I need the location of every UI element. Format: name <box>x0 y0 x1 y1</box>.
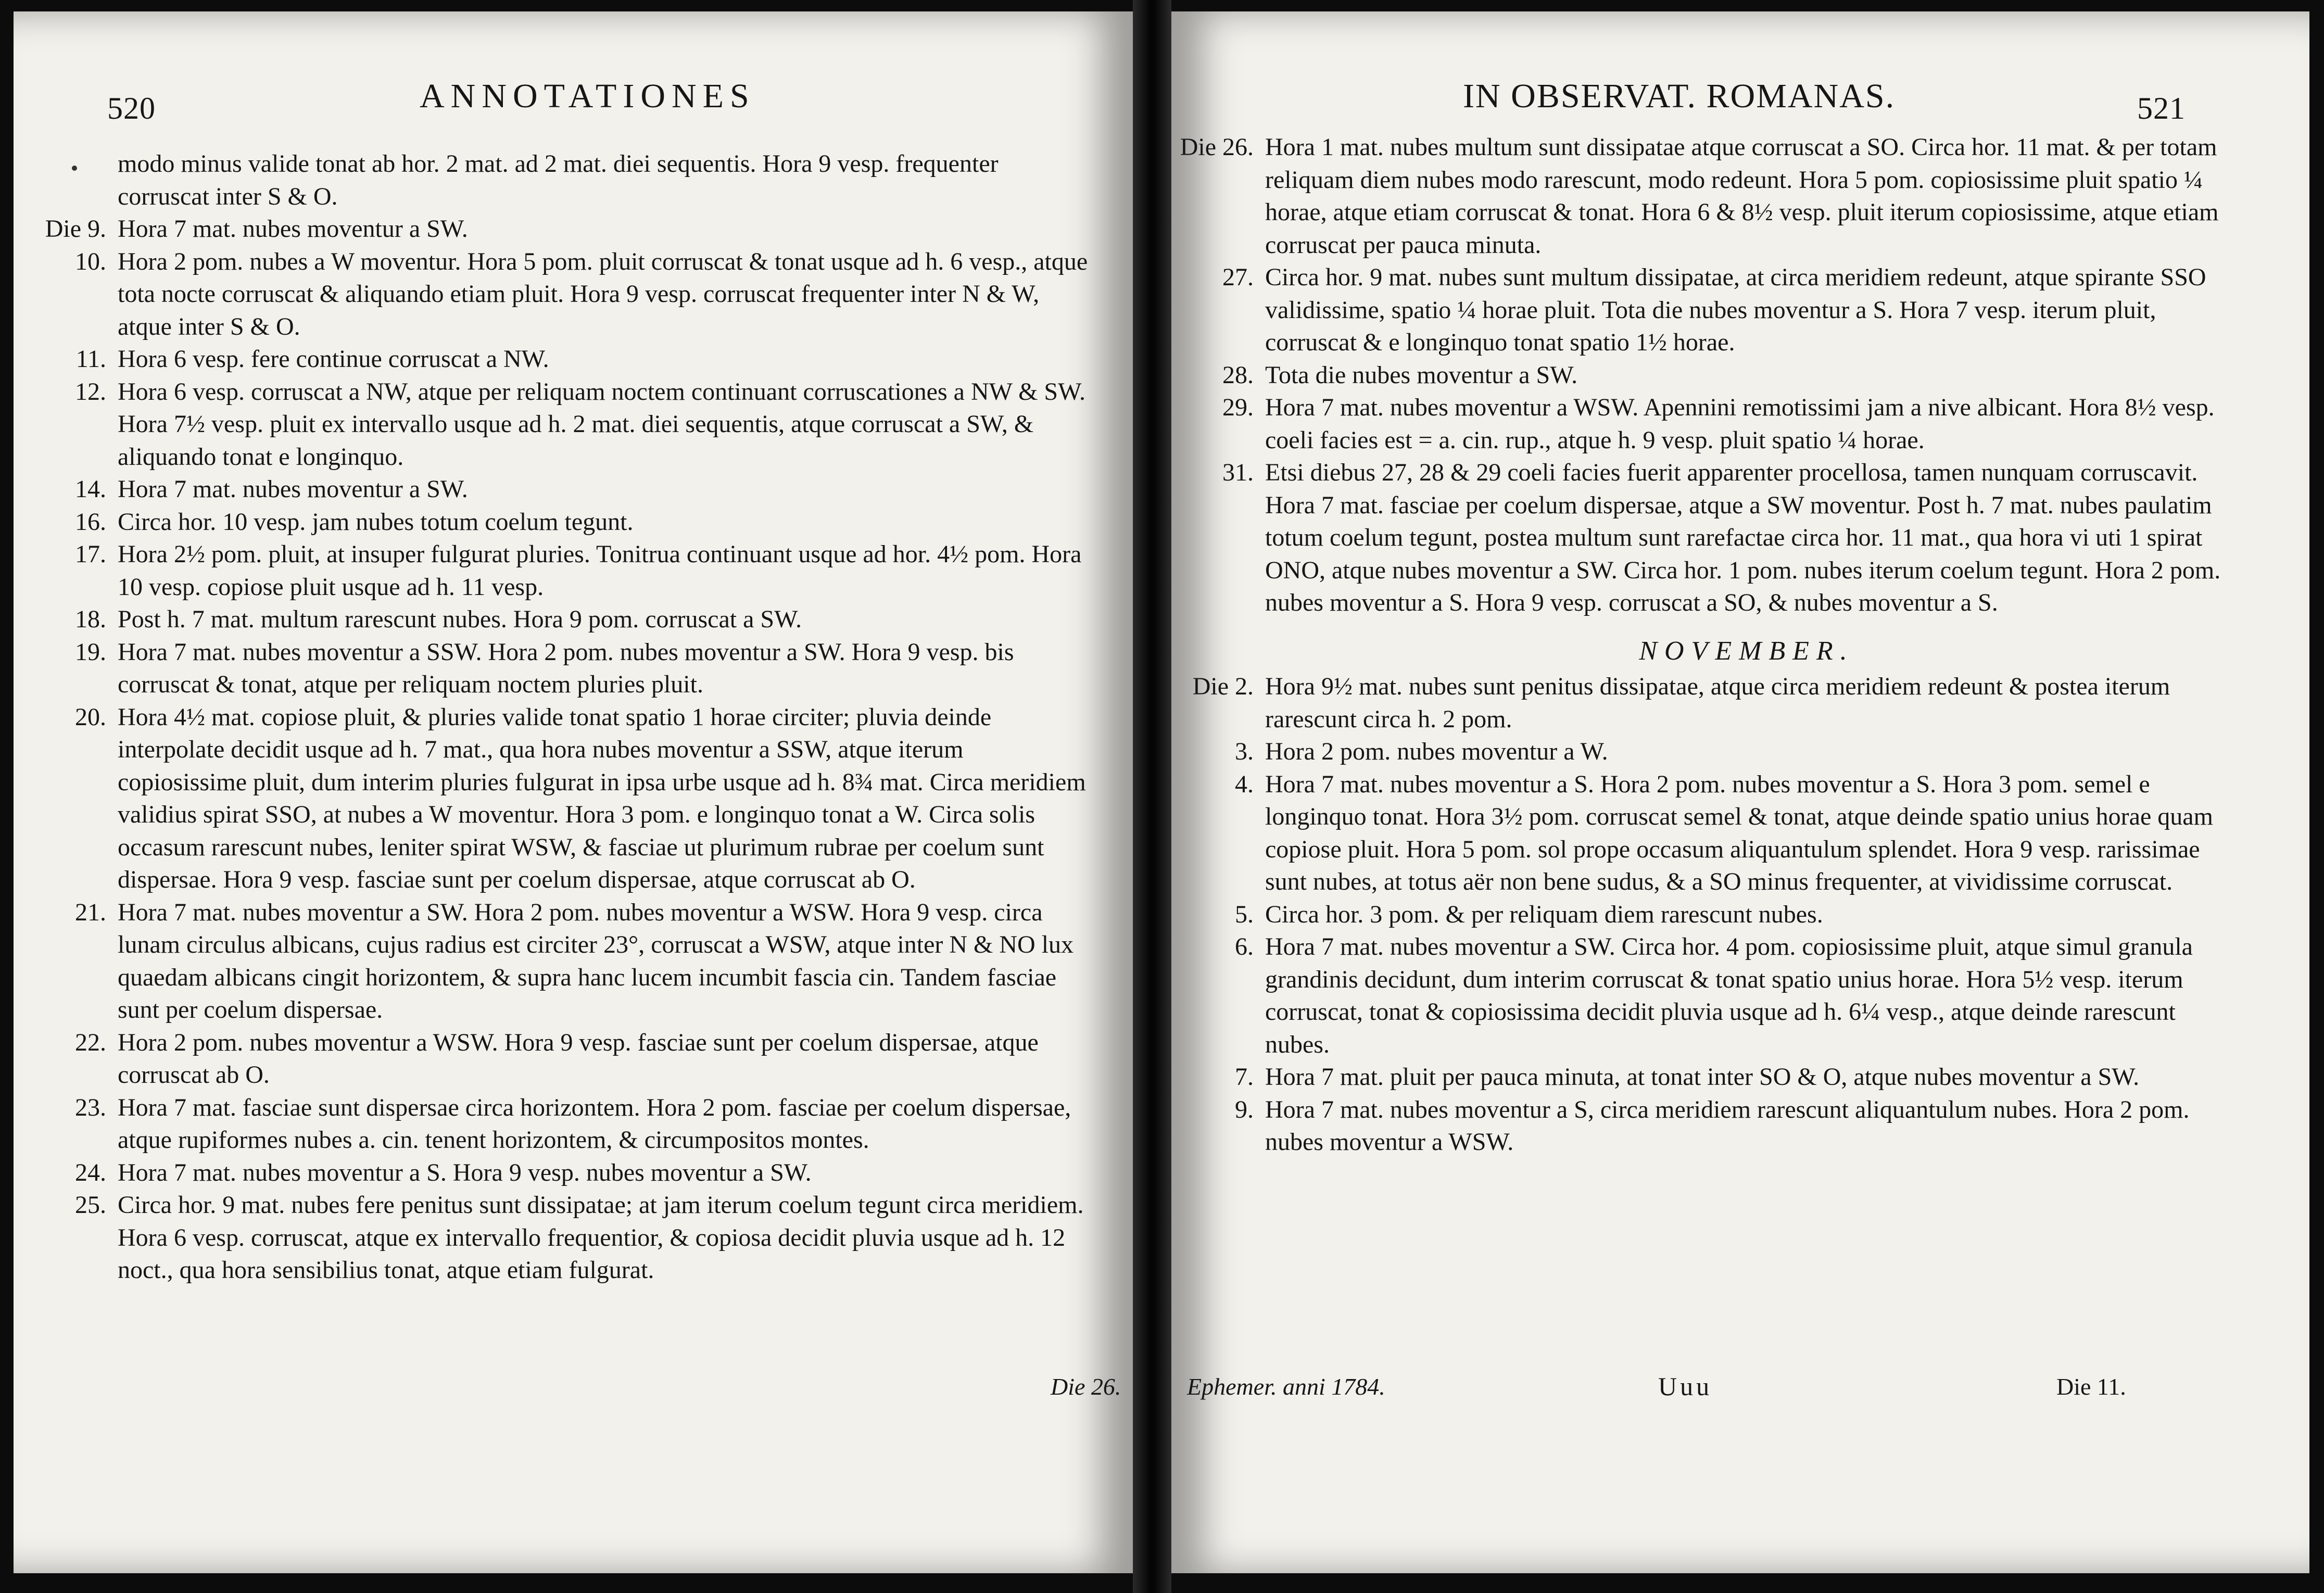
entry-row <box>1171 899 2228 931</box>
right-page <box>1171 11 2309 1573</box>
entry-row <box>1171 1061 2228 1094</box>
entry-text: Hora 2 pom. nubes moventur a WSW. Hora 9 vesp. fasciae sunt per coelum dispersae, atque corruscat ab O. <box>118 1028 1039 1089</box>
entry-text: Hora 2 pom. nubes a W moventur. Hora 5 pom. pluit corruscat & tonat usque ad h. 6 vesp., atque tota nocte corruscat & aliquando etiam pluit. Hora 9 vesp. corruscat frequenter inter N & W, atque inter S & O. <box>118 247 1088 340</box>
entry-row <box>24 376 1091 474</box>
entry-day-number: 29. <box>1222 394 1254 421</box>
entry-day-number: 3. <box>1235 738 1254 765</box>
entry-day-number: 22. <box>75 1028 106 1056</box>
entry-row <box>24 246 1091 344</box>
entry-text: Hora 7 mat. nubes moventur a S. Hora 2 pom. nubes moventur a S. Hora 3 pom. semel e longinquo tonat. Hora 3½ pom. corruscat semel & tonat, atque deinde spatio unius horae quam copiose pluit. Hora 5 pom. sol prope occasum aliquantulum splendet. Hora 9 vesp. rarissimae sunt nubes, at totus aër non bene sudus, & a SO minus frequenter, at vividissime corruscat. <box>1265 770 2213 895</box>
entry-text: Hora 9½ mat. nubes sunt penitus dissipatae, atque circa meridiem redeunt & postea iterum rarescunt circa h. 2 pom. <box>1265 673 2170 733</box>
entry-text: Etsi diebus 27, 28 & 29 coeli facies fuerit apparenter procellosa, tamen nunquam corruscavit. Hora 7 mat. fasciae per coelum dispersae, atque a SW moventur. Post h. 7 mat. nubes paulatim totum coelum tegunt, postea multum sunt rarefactae circa hor. 11 mat., qua hora vi uti 1 spirat ONO, atque nubes moventur a SW. Circa hor. 1 pom. nubes iterum coelum tegunt. Hora 2 pom. nubes moventur a S. Hora 9 vesp. corruscat a SO, & nubes moventur a S. <box>1265 459 2221 616</box>
entry-row <box>24 343 1091 376</box>
entry-day-number: 12. <box>75 377 106 406</box>
entry-text: Post h. 7 mat. multum rarescunt nubes. Hora 9 pom. corruscat a SW. <box>118 605 802 633</box>
entry-text: Hora 7 mat. pluit per pauca minuta, at tonat inter SO & O, atque nubes moventur a SW. <box>1265 1063 2140 1091</box>
entry-text: Circa hor. 10 vesp. jam nubes totum coelum tegunt. <box>118 508 634 536</box>
entry-day-number: 27. <box>1222 263 1254 291</box>
entry-day-number: 10. <box>75 247 106 275</box>
entry-text: Tota die nubes moventur a SW. <box>1265 361 1578 389</box>
entry-day-number: 31. <box>1222 459 1254 486</box>
entry-row <box>24 538 1091 603</box>
entry-day-number: 9. <box>1235 1095 1254 1123</box>
entry-list <box>24 148 1091 1287</box>
entry-row <box>1171 131 2228 261</box>
entry-row <box>1171 359 2228 392</box>
entry-row <box>1171 261 2228 359</box>
entry-day-number: 20. <box>75 703 106 731</box>
entry-day-number: 25. <box>75 1191 106 1219</box>
entry-text: Hora 7 mat. nubes moventur a S, circa meridiem rarescunt aliquantulum nubes. Hora 2 pom. nubes moventur a WSW. <box>1265 1095 2190 1156</box>
entry-row <box>1171 391 2228 457</box>
running-head: IN OBSERVAT. ROMANAS. <box>1463 77 1896 115</box>
entry-row <box>24 506 1091 539</box>
entry-row <box>24 603 1091 636</box>
month-title: NOVEMBER. <box>1639 636 1854 666</box>
entry-row <box>24 148 1091 213</box>
entry-text: modo minus valide tonat ab hor. 2 mat. ad 2 mat. diei sequentis. Hora 9 vesp. frequenter corruscat inter S & O. <box>118 150 999 210</box>
entry-text: Hora 7 mat. nubes moventur a SW. Circa hor. 4 pom. copiosissime pluit, atque simul granula grandinis decidunt, dum interim corruscat & tonat spatio unius horae. Hora 5½ vesp. iterum corruscat, tonat & copiosissima decidit pluvia usque ad h. 6¼ vesp., atque deinde rarescunt nubes. <box>1265 933 2193 1058</box>
entry-text: Circa hor. 9 mat. nubes fere penitus sunt dissipatae; at jam iterum coelum tegunt circa meridiem. Hora 6 vesp. corruscat, atque ex intervallo frequentior, & copiosa decidit pluvia usque ad h. 12 noct., qua hora sensibilius tonat, atque etiam fulgurat. <box>118 1191 1084 1284</box>
entry-day-number: 17. <box>75 540 106 568</box>
entry-row <box>24 636 1091 701</box>
entry-row <box>1171 671 2228 736</box>
entry-row <box>24 1092 1091 1157</box>
entry-text: Hora 7 mat. nubes moventur a S. Hora 9 vesp. nubes moventur a SW. <box>118 1158 812 1186</box>
book-gutter <box>1133 0 1171 1593</box>
entry-day-number: 6. <box>1235 933 1254 960</box>
entry-row <box>24 896 1091 1027</box>
catchword: Die 11. <box>2056 1373 2126 1400</box>
running-head: ANNOTATIONES <box>420 77 755 115</box>
page-number: 520 <box>107 91 156 125</box>
entry-text: Hora 2½ pom. pluit, at insuper fulgurat pluries. Tonitrua continuant usque ad hor. 4½ pom. Hora 10 vesp. copiose pluit usque ad h. 11 vesp. <box>118 540 1082 601</box>
ink-speck <box>72 166 77 171</box>
entry-day-number: Die 2. <box>1192 673 1254 700</box>
entry-row <box>1171 457 2228 620</box>
entry-text: Circa hor. 9 mat. nubes sunt multum dissipatae, at circa meridiem redeunt, atque spirante SSO validissime, spatio ¼ horae pluit. Tota die nubes moventur a S. Hora 7 vesp. iterum pluit, corruscat & e longinquo tonat spatio 1½ horae. <box>1265 263 2206 356</box>
entry-text: Hora 7 mat. nubes moventur a SSW. Hora 2 pom. nubes moventur a SW. Hora 9 vesp. bis corruscat & tonat, atque per reliquam noctem pluries pluit. <box>118 638 1014 698</box>
entry-row <box>24 1157 1091 1190</box>
entry-day-number: 18. <box>75 605 106 633</box>
catchword: Die 26. <box>1051 1373 1121 1400</box>
entry-row <box>1171 768 2228 899</box>
entry-row <box>24 1027 1091 1092</box>
entry-day-number: 28. <box>1222 361 1254 389</box>
footer-ephemeris: Ephemer. anni 1784. <box>1187 1373 1385 1400</box>
entry-day-number: 24. <box>75 1158 106 1186</box>
entry-text: Hora 7 mat. nubes moventur a SW. <box>118 215 468 243</box>
entry-day-number: Die 9. <box>45 215 106 243</box>
entry-text: Hora 2 pom. nubes moventur a W. <box>1265 738 1608 765</box>
entry-row <box>24 1189 1091 1287</box>
entry-day-number: Die 26. <box>1180 133 1254 161</box>
left-page <box>14 11 1133 1573</box>
entry-text: Hora 1 mat. nubes multum sunt dissipatae atque corruscat a SO. Circa hor. 11 mat. & per totam reliquam diem nubes modo rarescunt, modo redeunt. Hora 5 pom. copiosissime pluit spatio ¼ horae, atque etiam corruscat & tonat. Hora 6 & 8½ vesp. pluit iterum copiosissime, atque etiam corruscat per pauca minuta. <box>1265 133 2219 259</box>
entry-day-number: 19. <box>75 638 106 666</box>
entry-text: Hora 7 mat. nubes moventur a SW. Hora 2 pom. nubes moventur a WSW. Hora 9 vesp. circa lunam circulus albicans, cujus radius est circiter 23°, corruscat a WSW, atque inter N & NO lux quaedam albicans cingit horizontem, & supra hanc lucem incumbit fascia cin. Tandem fasciae sunt per coelum dispersae. <box>118 898 1074 1023</box>
entry-row <box>1171 1094 2228 1159</box>
entry-text: Hora 7 mat. fasciae sunt dispersae circa horizontem. Hora 2 pom. fasciae per coelum dispersae, atque rupiformes nubes a. cin. tenent horizontem, & circumpositos montes. <box>118 1093 1071 1154</box>
entry-day-number: 14. <box>75 475 106 503</box>
entry-text: Hora 6 vesp. corruscat a NW, atque per reliquam noctem continuant corruscationes a NW & SW. Hora 7½ vesp. pluit ex intervallo usque ad h. 2 mat. diei sequentis, atque corruscat a SW, & aliquando tonat e longinquo. <box>118 377 1085 471</box>
entry-text: Hora 6 vesp. fere continue corruscat a NW. <box>118 345 549 373</box>
entry-day-number: 21. <box>75 898 106 926</box>
entry-day-number: 11. <box>75 345 106 373</box>
entry-day-number: 7. <box>1235 1063 1254 1091</box>
entry-row <box>1171 736 2228 768</box>
entry-day-number: 5. <box>1235 900 1254 928</box>
entry-day-number: 16. <box>75 508 106 536</box>
entry-row <box>24 213 1091 246</box>
entry-row <box>24 701 1091 896</box>
entry-row <box>1171 931 2228 1061</box>
entry-text: Circa hor. 3 pom. & per reliquam diem rarescunt nubes. <box>1265 900 1823 928</box>
entry-list <box>1171 131 2228 1159</box>
entry-text: Hora 4½ mat. copiose pluit, & pluries valide tonat spatio 1 horae circiter; pluvia deinde interpolate decidit usque ad h. 7 mat., qua hora nubes moventur a SSW, atque iterum copiosissime pluit, dum interim pluries fulgurat in ipsa urbe usque ad h. 8¾ mat. Circa meridiem validius spirat SSO, at nubes a W moventur. Hora 3 pom. e longinquo tonat a W. Circa solis occasum rarescunt nubes, leniter spirat WSW, & fasciae ut plurimum rubrae per coelum sunt dispersae. Hora 9 vesp. fasciae sunt per coelum dispersae, atque corruscat ab O. <box>118 703 1086 893</box>
entry-day-number: 4. <box>1235 770 1254 798</box>
entry-row <box>24 473 1091 506</box>
entry-day-number: 23. <box>75 1093 106 1121</box>
entry-text: Hora 7 mat. nubes moventur a SW. <box>118 475 468 503</box>
signature-mark: Uuu <box>1658 1372 1713 1401</box>
page-number: 521 <box>2137 91 2186 125</box>
entry-text: Hora 7 mat. nubes moventur a WSW. Apennini remotissimi jam a nive albicant. Hora 8½ vesp. coeli facies est = a. cin. rup., atque h. 9 vesp. pluit spatio ¼ horae. <box>1265 394 2215 454</box>
